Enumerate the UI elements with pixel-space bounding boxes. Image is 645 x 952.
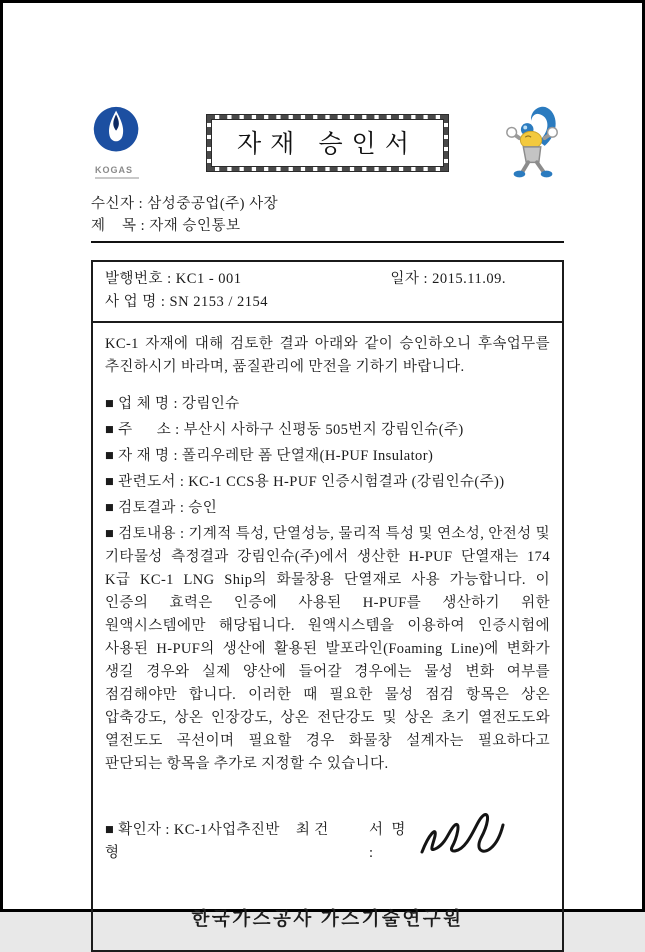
title-box xyxy=(207,115,448,171)
approval-box xyxy=(91,260,564,952)
signature-label: 서 명 : xyxy=(368,821,410,861)
handwritten-signature-icon xyxy=(417,766,550,895)
recipient-line: 수신자 : 삼성중공업(주) 사장 xyxy=(91,196,279,212)
kogas-tagline xyxy=(95,177,139,179)
intro-paragraph: KC-1 자재에 대해 검토한 결과 아래와 같이 승인하오니 후속업무를 추진하시기 바라며, 품질관리에 만전을 기하기 바랍니다. xyxy=(105,336,550,375)
kogas-wordmark: KOGAS xyxy=(95,165,134,175)
kogas-logo xyxy=(91,105,161,179)
address-block xyxy=(91,193,564,237)
bullet-list xyxy=(105,393,550,520)
project-name: 사 업 명 : SN 2153 / 2154 xyxy=(105,294,268,310)
confirmer-text: ■ 확인자 : KC-1사업추진반 최 건 형 xyxy=(105,821,333,861)
item-company: ■ 업 체 명 : 강림인슈 xyxy=(105,396,240,412)
header-divider xyxy=(91,241,564,243)
page-title: 자재 승인서 xyxy=(236,131,418,158)
review-paragraph: ■ 검토내용 : 기계적 특성, 단열성능, 물리적 특성 및 연소성, 안전성 및 기타물성 측정결과 강림인슈(주)에서 생산한 H-PUF 단열재는 174 K급 KC-1 LNG Ship의 화물창용 단열재로 사용 가능합니다. 이 인증의 효력은 인증에 사용된 H-PUF를 생산하기 위한 원액시스템에만 해당됩니다. 원액시스템을 이용하여 인증시험에 사용된 H-PUF의 생산에 활용된 발포라인(Foaming Line)에 변화가 생길 경우와 실제 양산에 들어갈 경우에는 물성 변화 여부를 점검해야만 합니다. 이러한 때 필요한 물성 점검 항목은 상온 압축강도, 상온 인장강도, 상온 전단강도 및 상온 초기 열전도도와 열전도도 곡선이며 필요할 경우 화물창 설계자는 필요하다고 판단되는 항목을 추가로 지정할 수 있습니다. xyxy=(105,526,550,772)
item-address: ■ 주 소 : 부산시 사하구 신평동 505번지 강림인슈(주) xyxy=(105,422,464,438)
organization-name: 한국가스공사 가스기술연구원 xyxy=(191,910,464,930)
meta-row-issue xyxy=(105,268,550,291)
kogas-mascot xyxy=(494,105,564,184)
signature-row xyxy=(105,788,550,895)
item-related-doc: ■ 관련도서 : KC-1 CCS용 H-PUF 인증시험결과 (강림인슈(주)) xyxy=(105,474,505,490)
document-header xyxy=(91,105,564,185)
issue-date: 일자 : 2015.11.09. xyxy=(390,271,506,287)
kogas-flame-icon xyxy=(91,146,143,163)
meta-section xyxy=(93,262,562,323)
issue-number: 발행번호 : KC1 - 001 xyxy=(105,271,242,287)
body-section xyxy=(93,323,562,950)
item-review-result: ■ 검토결과 : 승인 xyxy=(105,500,218,516)
subject-line: 제 목 : 자재 승인통보 xyxy=(91,218,241,234)
kogas-mascot-icon xyxy=(502,105,564,184)
item-material: ■ 자 재 명 : 폴리우레탄 폼 단열재(H-PUF Insulator) xyxy=(105,448,434,464)
document-content xyxy=(91,3,564,952)
